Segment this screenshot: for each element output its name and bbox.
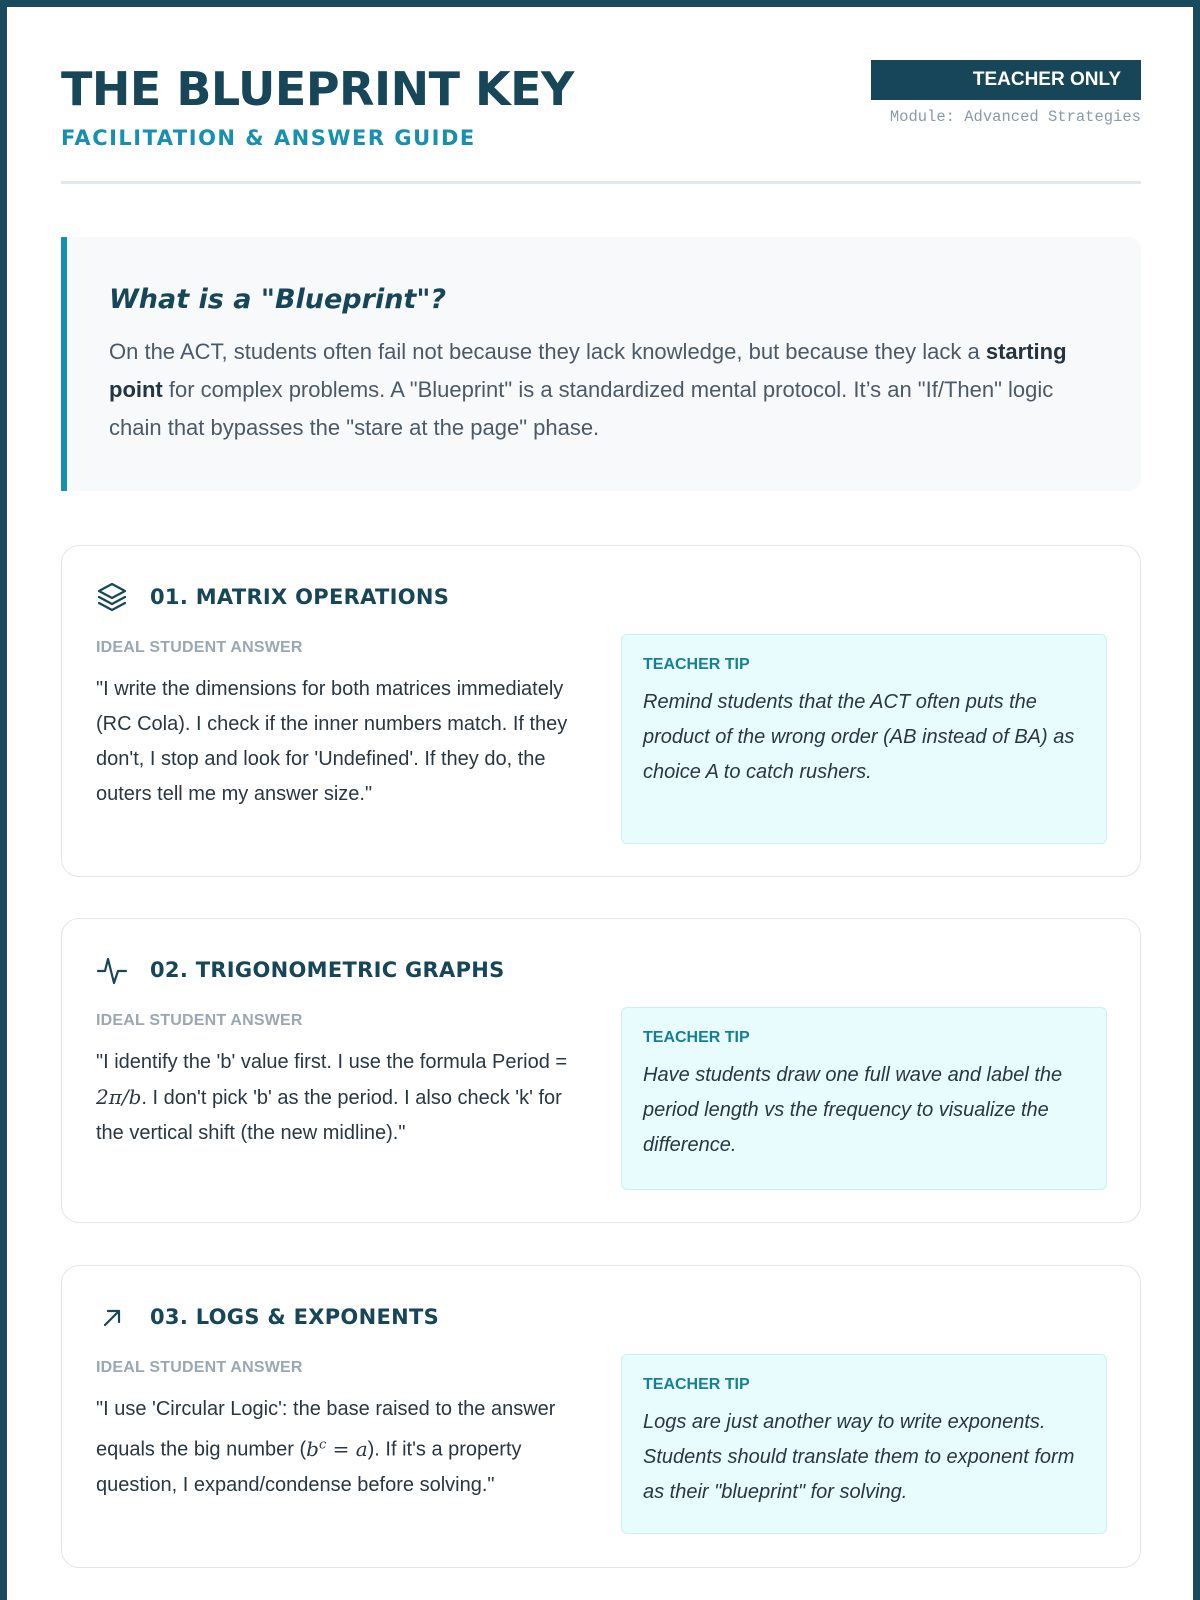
formula-exponent: c xyxy=(318,1437,327,1452)
activity-wave-icon xyxy=(96,954,128,986)
ideal-answer-label: IDEAL STUDENT ANSWER xyxy=(96,1359,303,1376)
section-title: 03. LOGS & EXPONENTS xyxy=(150,1305,440,1329)
teacher-tip-text: Logs are just another way to write exponents. Students should translate them to exponent form as their "blueprint" for solving. xyxy=(643,1411,1075,1503)
ideal-answer-text: "I write the dimensions for both matrices immediately (RC Cola). I check if the inner numbers match. If they don't, I stop and look for 'Undefined'. If they do, the outers tell me my answer size." xyxy=(96,678,568,805)
section-card-matrix xyxy=(61,545,1141,877)
answer-text-after: ). If it's a property question, I expand/condense before solving." xyxy=(96,1438,522,1496)
teacher-tip xyxy=(621,1354,1107,1534)
section-card-trig xyxy=(61,918,1141,1223)
ideal-answer xyxy=(96,1011,574,1151)
formula-rest: = a xyxy=(326,1436,368,1461)
page-title: THE BLUEPRINT KEY xyxy=(61,62,574,116)
ideal-answer xyxy=(96,1358,574,1503)
intro-text-before: On the ACT, students often fail not because they lack knowledge, but because they lack a xyxy=(109,339,986,364)
period-formula: 2π/b xyxy=(96,1085,142,1109)
formula-base: b xyxy=(306,1436,319,1461)
section-title: 02. TRIGONOMETRIC GRAPHS xyxy=(150,958,505,982)
intro-text xyxy=(109,333,1097,447)
section-card-logs xyxy=(61,1265,1141,1568)
teacher-tip xyxy=(621,1007,1107,1190)
teacher-tip xyxy=(621,634,1107,844)
page-header xyxy=(61,60,1141,184)
answer-text-before: "I identify the 'b' value first. I use the formula Period = xyxy=(96,1051,568,1073)
section-title: 01. MATRIX OPERATIONS xyxy=(150,585,450,609)
section-header xyxy=(96,580,449,614)
ideal-answer-text xyxy=(96,1045,574,1151)
teacher-tip-label: TEACHER TIP xyxy=(643,656,750,673)
section-header xyxy=(96,953,505,987)
log-formula xyxy=(306,1437,368,1461)
teacher-tip-text: Remind students that the ACT often puts the product of the wrong order (AB instead of BA) as choice A to catch rushers. xyxy=(643,691,1075,783)
ideal-answer xyxy=(96,638,574,812)
answer-text-before: "I use 'Circular Logic': the base raised to the answer equals the big number ( xyxy=(96,1398,556,1461)
teacher-tip-label: TEACHER TIP xyxy=(643,1376,750,1393)
intro-title: What is a "Blueprint"? xyxy=(109,284,447,315)
module-label: Module: Advanced Strategies xyxy=(889,108,1141,126)
teacher-tip-label: TEACHER TIP xyxy=(643,1029,750,1046)
teacher-tip-text: Have students draw one full wave and label the period length vs the frequency to visualize the difference. xyxy=(643,1064,1063,1156)
teacher-only-badge: TEACHER ONLY xyxy=(871,60,1141,100)
ideal-answer-text xyxy=(96,1392,574,1503)
layers-icon xyxy=(96,581,128,613)
arrow-up-right-icon xyxy=(96,1301,128,1333)
intro-text-after: for complex problems. A "Blueprint" is a standardized mental protocol. It’s an "If/Then" logic chain that bypasses the "stare at the page" phase. xyxy=(109,377,1054,440)
ideal-answer-label: IDEAL STUDENT ANSWER xyxy=(96,1012,303,1029)
intro-callout xyxy=(61,237,1141,491)
section-header xyxy=(96,1300,439,1334)
ideal-answer-label: IDEAL STUDENT ANSWER xyxy=(96,639,303,656)
intro-text-bold: starting point xyxy=(109,339,1067,402)
page-subtitle: FACILITATION & ANSWER GUIDE xyxy=(61,126,476,150)
answer-text-after: . I don't pick 'b' as the period. I also check 'k' for the vertical shift (the new midline)." xyxy=(96,1087,562,1144)
